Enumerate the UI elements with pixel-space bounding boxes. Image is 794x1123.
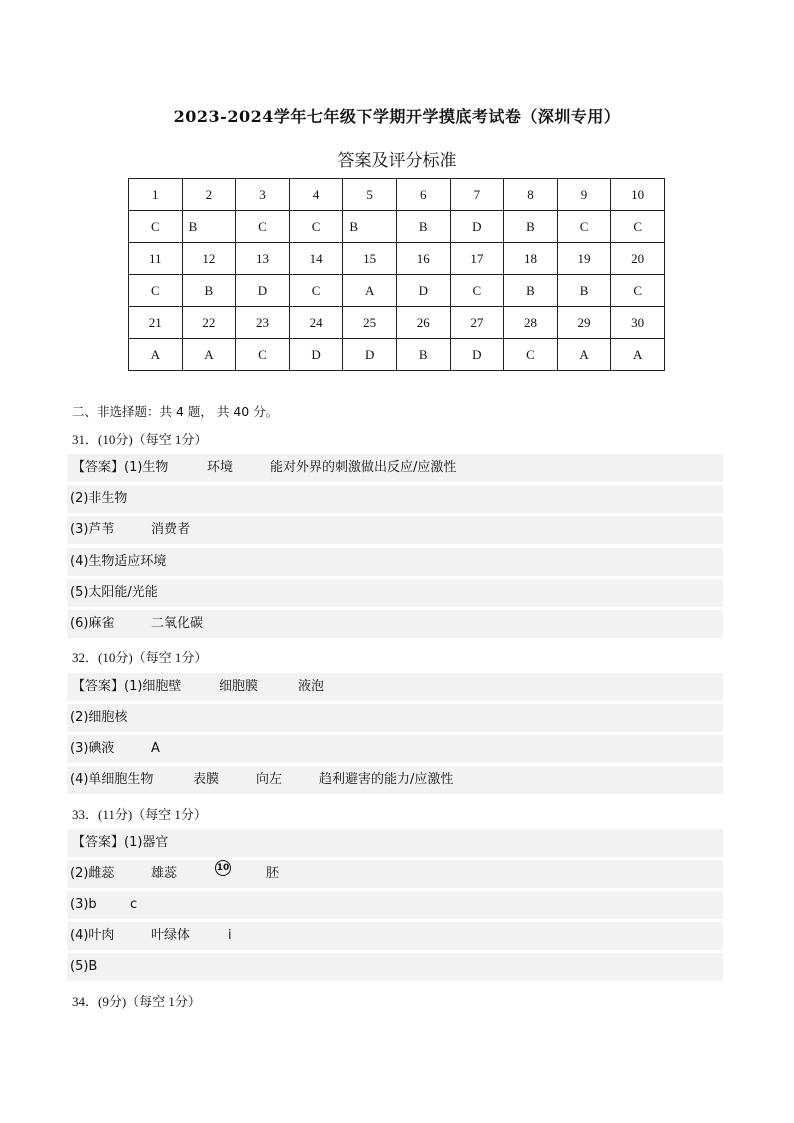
answer-table-row [129,243,665,275]
answer-cell: B [557,275,611,307]
answer-item: 消费者 [151,522,191,537]
answer-cell: C [611,275,665,307]
answer-cell: B [396,211,450,243]
question-number-cell: 5 [343,179,397,211]
question-number-cell: 6 [396,179,450,211]
answer-cell: B [504,211,558,243]
answer-table-row [129,179,665,211]
answer-line [67,548,723,576]
answer-cell: B [182,211,236,243]
question-header: 31．(10分)（每空 1分） [72,432,208,447]
answer-item: 向左 [256,772,283,787]
question-number-cell: 30 [611,307,665,339]
answer-item: (3)芦苇 [70,522,115,537]
question-number-cell: 11 [129,243,183,275]
answer-cell: C [129,211,183,243]
answer-item: (4)叶肉 [70,928,115,943]
answer-cell: D [343,339,397,371]
answer-item: (2)细胞核 [70,710,128,725]
question-number-cell: 18 [504,243,558,275]
question-number-cell: 27 [450,307,504,339]
answer-cell: C [611,211,665,243]
answer-cell: B [504,275,558,307]
answer-cell: A [182,339,236,371]
answer-cell: A [129,339,183,371]
answer-table-row [129,307,665,339]
answer-item: (5)B [70,959,98,974]
answer-item: i [228,928,232,943]
answer-cell: D [289,339,343,371]
answer-item: 【答案】(1)生物 [72,460,169,475]
question-number-cell: 25 [343,307,397,339]
question-header: 33．(11分)（每空 1分） [72,807,207,822]
question-number-cell: 1 [129,179,183,211]
question-number-cell: 8 [504,179,558,211]
answer-cell: D [450,211,504,243]
answer-table [128,178,665,371]
question-number-cell: 26 [396,307,450,339]
answer-line [67,516,723,544]
answer-line [67,735,723,763]
answer-cell: B [182,275,236,307]
answer-item: c [130,897,138,912]
answer-line [67,579,723,607]
question-number-cell: 22 [182,307,236,339]
question-number-cell: 20 [611,243,665,275]
section-heading: 二、非选择题：共 4 题， 共 40 分。 [72,404,279,419]
answer-item: 二氧化碳 [151,616,204,631]
answer-cell: C [289,275,343,307]
answer-line [67,829,723,857]
answer-cell: D [450,339,504,371]
answer-item: 叶绿体 [151,928,191,943]
answer-table-row [129,275,665,307]
answer-item: (5)太阳能/光能 [70,585,158,600]
answer-item: A [151,741,160,756]
question-number-cell: 16 [396,243,450,275]
answer-cell: A [611,339,665,371]
answer-item: (6)麻雀 [70,616,115,631]
question-number-cell: 14 [289,243,343,275]
answer-line [67,454,723,482]
question-number-cell: 10 [611,179,665,211]
question-header: 32．(10分)（每空 1分） [72,650,208,665]
question-number-cell: 19 [557,243,611,275]
question-number-cell: 2 [182,179,236,211]
answer-cell: C [129,275,183,307]
answer-cell: C [557,211,611,243]
answer-line [67,485,723,513]
answer-item: (4)单细胞生物 [70,772,154,787]
question-number-cell: 24 [289,307,343,339]
answer-item: (2)非生物 [70,491,128,506]
question-number-cell: 29 [557,307,611,339]
question-number-cell: 4 [289,179,343,211]
answer-cell: C [236,211,290,243]
answer-item: 【答案】(1)细胞壁 [72,679,182,694]
answer-cell: A [343,275,397,307]
answer-line [67,953,723,981]
answer-item: (2)雌蕊 [70,866,115,881]
answer-table-row [129,339,665,371]
answer-item: (4)生物适应环境 [70,554,167,569]
answer-line [67,766,723,794]
question-number-cell: 21 [129,307,183,339]
circled-number: 10 [215,860,231,876]
answer-cell: C [450,275,504,307]
question-number-cell: 15 [343,243,397,275]
question-number-cell: 9 [557,179,611,211]
answer-cell: A [557,339,611,371]
answer-line [67,704,723,732]
question-number-cell: 28 [504,307,558,339]
answer-cell: D [396,275,450,307]
question-number-cell: 3 [236,179,290,211]
answer-item: 能对外界的刺激做出反应/应激性 [270,460,457,475]
question-header: 34．(9分)（每空 1分） [72,994,201,1009]
answer-item: (3)碘液 [70,741,115,756]
answer-line [67,860,723,888]
question-number-cell: 23 [236,307,290,339]
question-number-cell: 12 [182,243,236,275]
answer-item: (3)b [70,897,97,912]
answer-cell: B [343,211,397,243]
page-title: 2023-2024学年七年级下学期开学摸底考试卷（深圳专用） [173,107,621,126]
answer-line [67,891,723,919]
question-number-cell: 13 [236,243,290,275]
answer-item: 胚 [266,866,280,881]
answer-cell: C [236,339,290,371]
answer-cell: C [289,211,343,243]
page-subtitle: 答案及评分标准 [337,151,457,171]
answer-line [67,922,723,950]
answer-item: 液泡 [298,679,325,694]
answer-cell: B [396,339,450,371]
answer-item: 环境 [207,460,234,475]
answer-item: 【答案】(1)器官 [72,835,169,850]
answer-item: 趋利避害的能力/应激性 [319,772,454,787]
question-number-cell: 17 [450,243,504,275]
answer-table-row [129,211,665,243]
answer-item: 雄蕊 [151,866,178,881]
answer-cell: D [236,275,290,307]
answer-line [67,610,723,638]
answer-item: 表膜 [193,772,220,787]
answer-line [67,673,723,701]
question-number-cell: 7 [450,179,504,211]
answer-cell: C [504,339,558,371]
answer-item: 细胞膜 [219,679,259,694]
